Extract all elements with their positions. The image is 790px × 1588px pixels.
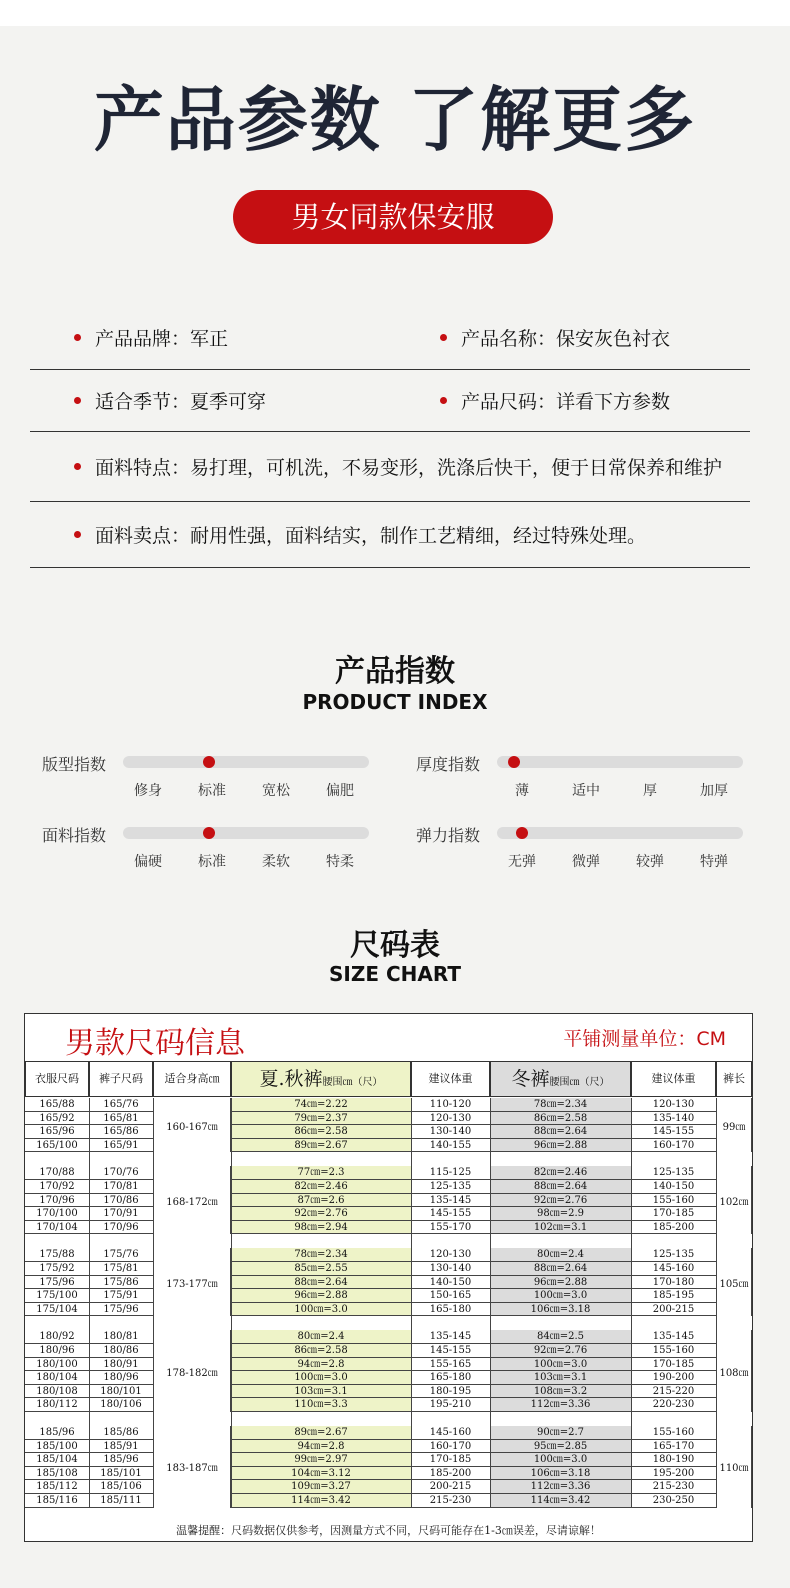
table-cell: 94㎝=2.8 [231,1358,411,1372]
table-cell: 100㎝=3.0 [490,1453,631,1467]
table-cell: 170/88 [25,1166,89,1180]
table-cell: 180-190 [631,1453,716,1467]
table-cell: 78㎝=2.34 [490,1098,631,1112]
table-cell: 165/76 [89,1098,153,1112]
table-cell: 165/86 [89,1125,153,1139]
info-row [30,501,750,568]
table-cell: 100㎝=3.0 [231,1303,411,1317]
table-cell: 104㎝=3.12 [231,1467,411,1481]
header-main: 冬裤 [511,1068,550,1090]
index-subtitle: PRODUCT INDEX [302,690,488,714]
table-cell: 155-165 [411,1358,490,1372]
table-cell: 170-180 [631,1276,716,1290]
table-cell: 170-185 [631,1207,716,1221]
table-cell: 114㎝=3.42 [490,1494,631,1508]
table-cell: 185/108 [25,1467,89,1481]
table-cell: 175/100 [25,1289,89,1303]
table-cell: 130-140 [411,1262,490,1276]
grid-line [490,1098,491,1508]
table-cell: 150-165 [411,1289,490,1303]
info-text: 面料特点：易打理，可机洗，不易变形，洗涤后快干，便于日常保养和维护 [95,457,723,479]
table-cell: 195-200 [631,1467,716,1481]
index-tick: 特柔 [326,854,354,870]
measure-unit: 平铺测量单位：CM [563,1028,726,1050]
index-slider [497,827,743,839]
table-cell: 165-180 [411,1371,490,1385]
table-cell: 175/92 [25,1262,89,1276]
table-cell: 88㎝=2.64 [490,1180,631,1194]
table-cell: 155-160 [631,1194,716,1208]
table-cell: 98㎝=2.94 [231,1221,411,1235]
table-header [490,1061,631,1097]
table-cell: 135-140 [631,1112,716,1126]
table-cell: 115-125 [411,1166,490,1180]
table-cell: 140-150 [631,1180,716,1194]
table-cell: 86㎝=2.58 [231,1125,411,1139]
table-cell: 110-120 [411,1098,490,1112]
table-cell: 215-230 [631,1480,716,1494]
length-cell: 110㎝ [716,1426,752,1508]
index-tick: 修身 [134,783,162,799]
table-cell: 215-230 [411,1494,490,1508]
table-cell: 195-210 [411,1398,490,1412]
table-cell: 200-215 [411,1480,490,1494]
index-knob [203,827,215,839]
height-cell: 160-167㎝ [153,1098,231,1152]
height-cell: 178-182㎝ [153,1330,231,1412]
table-cell: 200-215 [631,1303,716,1317]
index-tick: 薄 [515,783,529,799]
table-cell: 165-180 [411,1303,490,1317]
table-cell: 160-170 [411,1440,490,1454]
table-cell: 170-185 [411,1453,490,1467]
table-cell: 77㎝=2.3 [231,1166,411,1180]
index-slider [123,827,369,839]
table-cell: 230-250 [631,1494,716,1508]
table-cell: 80㎝=2.4 [490,1248,631,1262]
table-cell: 170/76 [89,1166,153,1180]
product-type-badge: 男女同款保安服 [233,190,553,244]
table-cell: 89㎝=2.67 [231,1426,411,1440]
table-cell: 86㎝=2.58 [490,1112,631,1126]
index-label: 版型指数 [42,755,107,774]
index-tick: 特弹 [700,854,728,870]
table-cell: 92㎝=2.76 [490,1344,631,1358]
info-item [440,387,670,414]
table-cell: 100㎝=3.0 [231,1371,411,1385]
table-cell: 180/112 [25,1398,89,1412]
info-item [74,453,722,480]
table-cell: 175/81 [89,1262,153,1276]
table-cell: 108㎝=3.2 [490,1385,631,1399]
table-cell: 140-155 [411,1139,490,1153]
length-cell: 102㎝ [716,1166,752,1234]
table-cell: 180/100 [25,1358,89,1372]
grid-line [631,1098,632,1508]
table-cell: 165/100 [25,1139,89,1153]
table-cell: 170/86 [89,1194,153,1208]
table-cell: 98㎝=2.9 [490,1207,631,1221]
table-cell: 100㎝=3.0 [490,1358,631,1372]
table-cell: 175/76 [89,1248,153,1262]
table-cell: 175/91 [89,1289,153,1303]
length-cell: 105㎝ [716,1248,752,1316]
table-header: 建议体重 [411,1061,490,1097]
table-cell: 165/92 [25,1112,89,1126]
table-cell: 112㎝=3.36 [490,1480,631,1494]
index-knob [516,827,528,839]
table-cell: 170/96 [25,1194,89,1208]
index-tick: 加厚 [700,783,728,799]
table-cell: 180/91 [89,1358,153,1372]
index-tick: 标准 [198,783,226,799]
table-cell: 165/88 [25,1098,89,1112]
table-cell: 185/101 [89,1467,153,1481]
table-cell: 89㎝=2.67 [231,1139,411,1153]
info-item [440,324,670,351]
grid-line [411,1098,412,1508]
index-tick: 较弹 [636,854,664,870]
table-cell: 103㎝=3.1 [231,1385,411,1399]
table-header: 裤子尺码 [89,1061,153,1097]
table-cell: 185/116 [25,1494,89,1508]
table-cell: 165/81 [89,1112,153,1126]
table-cell: 185/111 [89,1494,153,1508]
table-header [231,1061,411,1097]
table-cell: 185/106 [89,1480,153,1494]
table-cell: 155-160 [631,1426,716,1440]
table-cell: 120-130 [411,1112,490,1126]
table-cell: 180/81 [89,1330,153,1344]
table-cell: 110㎝=3.3 [231,1398,411,1412]
table-cell: 114㎝=3.42 [231,1494,411,1508]
table-cell: 79㎝=2.37 [231,1112,411,1126]
table-cell: 120-130 [631,1098,716,1112]
table-cell: 170-185 [631,1358,716,1372]
table-cell: 135-145 [411,1330,490,1344]
table-cell: 180/96 [25,1344,89,1358]
index-tick: 偏肥 [326,783,354,799]
table-cell: 82㎝=2.46 [231,1180,411,1194]
header-main: 夏.秋裤 [259,1068,323,1090]
table-cell: 165-170 [631,1440,716,1454]
table-cell: 155-160 [631,1344,716,1358]
size-title: 尺码表 [350,928,440,963]
info-text: 产品尺码：详看下方参数 [461,391,671,413]
table-cell: 215-220 [631,1385,716,1399]
index-knob [203,756,215,768]
size-chart [24,1013,753,1542]
info-item [74,324,228,351]
grid-line [231,1098,232,1508]
table-cell: 112㎝=3.36 [490,1398,631,1412]
table-cell: 185/86 [89,1426,153,1440]
page-title: 产品参数 了解更多 [93,79,697,161]
table-cell: 180-195 [411,1385,490,1399]
table-cell: 180/108 [25,1385,89,1399]
table-cell: 87㎝=2.6 [231,1194,411,1208]
table-cell: 96㎝=2.88 [490,1276,631,1290]
table-cell: 180/96 [89,1371,153,1385]
bullet-dot [74,531,81,538]
index-title: 产品指数 [335,654,455,689]
info-item [74,387,266,414]
table-cell: 99㎝=2.97 [231,1453,411,1467]
table-cell: 180/106 [89,1398,153,1412]
index-slider [123,756,369,768]
table-cell: 135-145 [631,1330,716,1344]
table-cell: 96㎝=2.88 [231,1289,411,1303]
table-cell: 103㎝=3.1 [490,1371,631,1385]
length-cell: 99㎝ [716,1098,752,1152]
table-cell: 170/92 [25,1180,89,1194]
info-item [74,521,646,548]
table-cell: 106㎝=3.18 [490,1303,631,1317]
index-tick: 宽松 [262,783,290,799]
table-cell: 170/100 [25,1207,89,1221]
table-cell: 140-150 [411,1276,490,1290]
grid-line [716,1098,717,1508]
bullet-dot [74,463,81,470]
table-cell: 95㎝=2.85 [490,1440,631,1454]
table-cell: 170/96 [89,1221,153,1235]
table-cell: 170/104 [25,1221,89,1235]
table-cell: 175/86 [89,1276,153,1290]
size-note: 温馨提醒：尺码数据仅供参考，因测量方式不同，尺码可能存在1-3㎝误差，尽请谅解！ [176,1524,601,1537]
table-cell: 145-155 [411,1207,490,1221]
table-cell: 175/88 [25,1248,89,1262]
table-header: 适合身高㎝ [153,1061,231,1097]
table-cell: 180/92 [25,1330,89,1344]
table-cell: 185/112 [25,1480,89,1494]
bullet-dot [440,397,447,404]
size-chart-title: 男款尺码信息 [65,1026,245,1061]
table-cell: 175/96 [25,1276,89,1290]
index-label: 面料指数 [42,826,107,845]
table-cell: 92㎝=2.76 [231,1207,411,1221]
table-cell: 185-195 [631,1289,716,1303]
length-cell: 108㎝ [716,1330,752,1412]
size-subtitle: SIZE CHART [328,962,461,986]
table-cell: 145-160 [631,1262,716,1276]
info-row [30,305,750,370]
table-cell: 88㎝=2.64 [490,1262,631,1276]
index-tick: 适中 [572,783,600,799]
table-cell: 74㎝=2.22 [231,1098,411,1112]
table-cell: 185/100 [25,1440,89,1454]
table-cell: 92㎝=2.76 [490,1194,631,1208]
table-cell: 125-135 [411,1180,490,1194]
table-cell: 180/101 [89,1385,153,1399]
table-cell: 88㎝=2.64 [231,1276,411,1290]
table-cell: 160-170 [631,1139,716,1153]
table-cell: 185-200 [411,1467,490,1481]
table-cell: 125-135 [631,1248,716,1262]
table-cell: 155-170 [411,1221,490,1235]
table-cell: 85㎝=2.55 [231,1262,411,1276]
table-cell: 102㎝=3.1 [490,1221,631,1235]
table-cell: 84㎝=2.5 [490,1330,631,1344]
table-cell: 94㎝=2.8 [231,1440,411,1454]
info-row [30,431,750,502]
info-text: 产品品牌：军正 [95,328,229,350]
table-cell: 180/104 [25,1371,89,1385]
table-cell: 100㎝=3.0 [490,1289,631,1303]
table-header: 衣服尺码 [25,1061,89,1097]
table-cell: 106㎝=3.18 [490,1467,631,1481]
index-knob [508,756,520,768]
table-cell: 175/104 [25,1303,89,1317]
index-tick: 厚 [643,783,657,799]
table-cell: 80㎝=2.4 [231,1330,411,1344]
index-tick: 无弹 [508,854,536,870]
table-cell: 170/81 [89,1180,153,1194]
table-cell: 180/86 [89,1344,153,1358]
table-cell: 130-140 [411,1125,490,1139]
index-label: 弹力指数 [416,826,481,845]
table-cell: 96㎝=2.88 [490,1139,631,1153]
index-slider [497,756,743,768]
info-row [30,369,750,432]
table-cell: 220-230 [631,1398,716,1412]
info-text: 面料卖点：耐用性强，面料结实，制作工艺精细，经过特殊处理。 [95,525,647,547]
height-cell: 183-187㎝ [153,1426,231,1508]
index-tick: 柔软 [262,854,290,870]
header-sub: 腰围㎝（尺） [322,1077,383,1088]
table-cell: 185/104 [25,1453,89,1467]
table-cell: 78㎝=2.34 [231,1248,411,1262]
table-cell: 88㎝=2.64 [490,1125,631,1139]
table-cell: 109㎝=3.27 [231,1480,411,1494]
bullet-dot [74,334,81,341]
height-cell: 168-172㎝ [153,1166,231,1234]
bullet-dot [440,334,447,341]
table-cell: 185/96 [89,1453,153,1467]
table-cell: 175/96 [89,1303,153,1317]
grid-line [153,1098,154,1508]
table-cell: 185/96 [25,1426,89,1440]
table-cell: 185/91 [89,1440,153,1454]
table-cell: 190-200 [631,1371,716,1385]
index-tick: 微弹 [572,854,600,870]
index-label: 厚度指数 [416,755,481,774]
grid-line [89,1098,90,1508]
index-tick: 标准 [198,854,226,870]
table-cell: 145-155 [631,1125,716,1139]
info-text: 产品名称：保安灰色衬衣 [461,328,671,350]
height-cell: 173-177㎝ [153,1248,231,1316]
table-header: 建议体重 [631,1061,716,1097]
bullet-dot [74,397,81,404]
table-cell: 165/96 [25,1125,89,1139]
table-cell: 86㎝=2.58 [231,1344,411,1358]
table-header: 裤长 [716,1061,752,1097]
info-text: 适合季节：夏季可穿 [95,391,267,413]
header-sub: 腰围㎝（尺） [549,1077,610,1088]
table-cell: 90㎝=2.7 [490,1426,631,1440]
index-tick: 偏硬 [134,854,162,870]
table-cell: 185-200 [631,1221,716,1235]
table-cell: 165/91 [89,1139,153,1153]
table-cell: 170/91 [89,1207,153,1221]
table-cell: 135-145 [411,1194,490,1208]
table-cell: 120-130 [411,1248,490,1262]
table-cell: 145-155 [411,1344,490,1358]
table-cell: 145-160 [411,1426,490,1440]
table-cell: 82㎝=2.46 [490,1166,631,1180]
table-cell: 125-135 [631,1166,716,1180]
